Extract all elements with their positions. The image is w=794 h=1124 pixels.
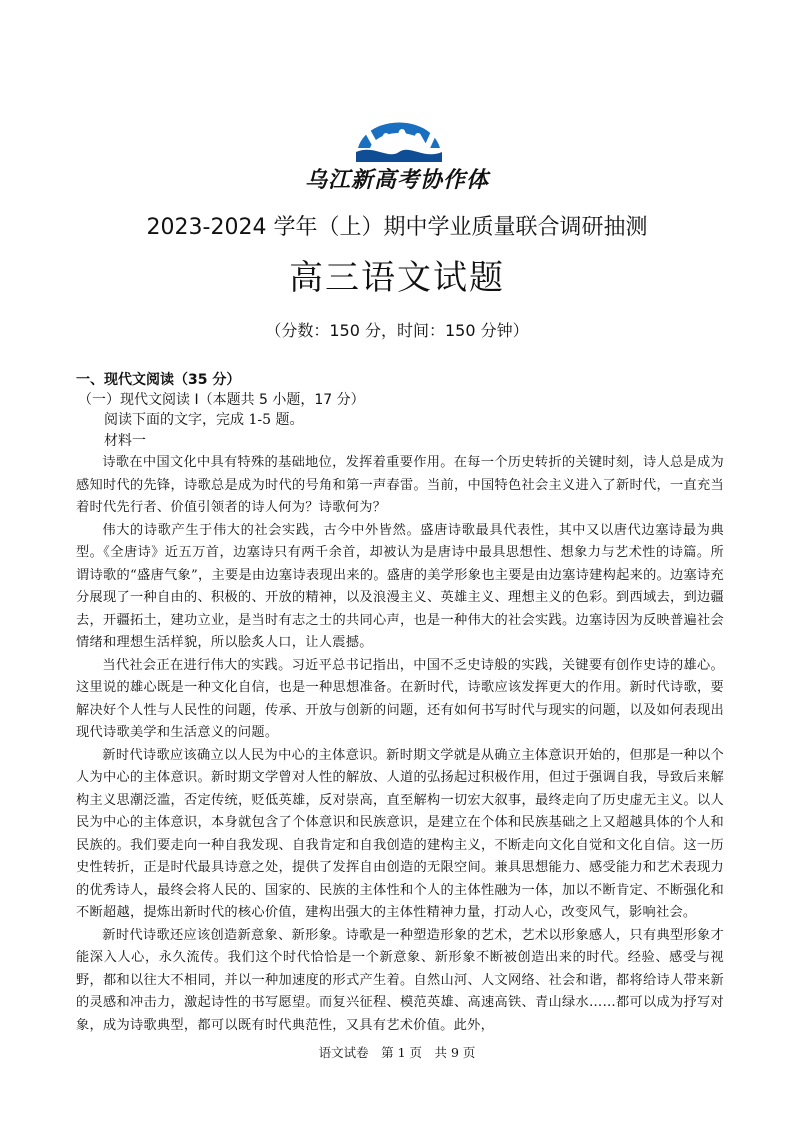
page-footer: 语文试卷 第 1 页 共 9 页 [318,1045,476,1060]
subsection-title: （一）现代文阅读 I（本题共 5 小题，17 分） [78,392,365,408]
paper-title: 高三语文试题 [289,258,505,298]
material-label: 材料一 [104,433,146,449]
exam-title: 2023-2024 学年（上）期中学业质量联合调研抽测 [146,215,648,240]
paragraph-5: 新时代诗歌还应该创造新意象、新形象。诗歌是一种塑造形象的艺术，艺术以形象感人，只有典型形象才能深入人心，永久流传。我们这个时代恰恰是一个新意象、新形象不断被创造出来的时代。经验、感受与视野，都和以往大不相同，并以一种加速度的形式产生着。自然山河、人文网络、社会和谐，都将给诗人带来新的灵感和冲击力，激起诗性的书写愿望。而复兴征程、模范英雄、高速高铁、青山绿水……都可以成为抒写对象，成为诗歌典型，都可以既有时代典范性，又具有艺术价值。此外， [76,927,724,1033]
paragraph-1: 诗歌在中国文化中具有特殊的基础地位，发挥着重要作用。在每一个历史转折的关键时刻，诗人总是成为感知时代的先锋，诗歌总是成为时代的号角和第一声春雷。当前，中国特色社会主义进入了新时代，一直充当着时代先行者、价值引领者的诗人何为？诗歌何为？ [76,455,724,515]
instruction-text: 阅读下面的文字，完成 1-5 题。 [104,412,304,428]
org-name: 乌江新高考协作体 [304,168,489,193]
paragraph-2: 伟大的诗歌产生于伟大的社会实践，古今中外皆然。盛唐诗歌最具代表性，其中又以唐代边塞诗最为典型。《全唐诗》近五万首，边塞诗只有两千余首，却被认为是唐诗中最具思想性、想象力与艺术性的诗篇。所谓诗歌的“盛唐气象”，主要是由边塞诗表现出来的。盛唐的美学形象也主要是由边塞诗建构起来的。边塞诗充分展现了一种自由的、积极的、开放的精神，以及浪漫主义、英雄主义、理想主义的色彩。到西域去，到边疆去，开疆拓土，建功立业，是当时有志之士的共同心声，也是一种伟大的社会实践。边塞诗因为反映普遍社会情绪和理想生活样貌，所以脍炙人口，让人震撼。 [76,522,724,650]
score-info: （分数：150 分，时间：150 分钟） [265,321,529,340]
main-content [76,370,724,1037]
section-title: 一、现代文阅读（35 分） [76,372,241,388]
org-logo [354,108,444,164]
logo-water-base [356,150,442,162]
paragraph-4: 新时代诗歌应该确立以人民为中心的主体意识。新时期文学就是从确立主体意识开始的，但那是一种以个人为中心的主体意识。新时期文学曾对人性的解放、人道的弘扬起过积极作用，但过于强调自我，导致后来解构主义思潮泛滥，否定传统，贬低英雄，反对崇高，直至解构一切宏大叙事，最终走向了历史虚无主义。以人民为中心的主体意识，本身就包含了个体意识和民族意识，是建立在个体和民族基础之上又超越具体的个人和民族的。我们要走向一种自我发现、自我肯定和自我创造的建构主义，不断走向文化自觉和文化自信。这一历史性转折，正是时代最具诗意之处，提供了发挥自由创造的无限空间。兼具思想能力、感受能力和艺术表现力的优秀诗人，最终会将人民的、国家的、民族的主体性和个人的主体性融为一体，加以不断肯定、不断强化和不断超越，提炼出新时代的核心价值，建构出强大的主体性精神力量，打动人心，改变风气，影响社会。 [76,747,724,920]
paragraph-3: 当代社会正在进行伟大的实践。习近平总书记指出，中国不乏史诗般的实践，关键要有创作史诗的雄心。这里说的雄心既是一种文化自信，也是一种思想准备。在新时代，诗歌应该发挥更大的作用。新时代诗歌，要解决好个人性与人民性的问题，传承、开放与创新的问题，还有如何书写时代与现实的问题，以及如何表现出现代诗歌美学和生活意义的问题。 [76,657,724,740]
